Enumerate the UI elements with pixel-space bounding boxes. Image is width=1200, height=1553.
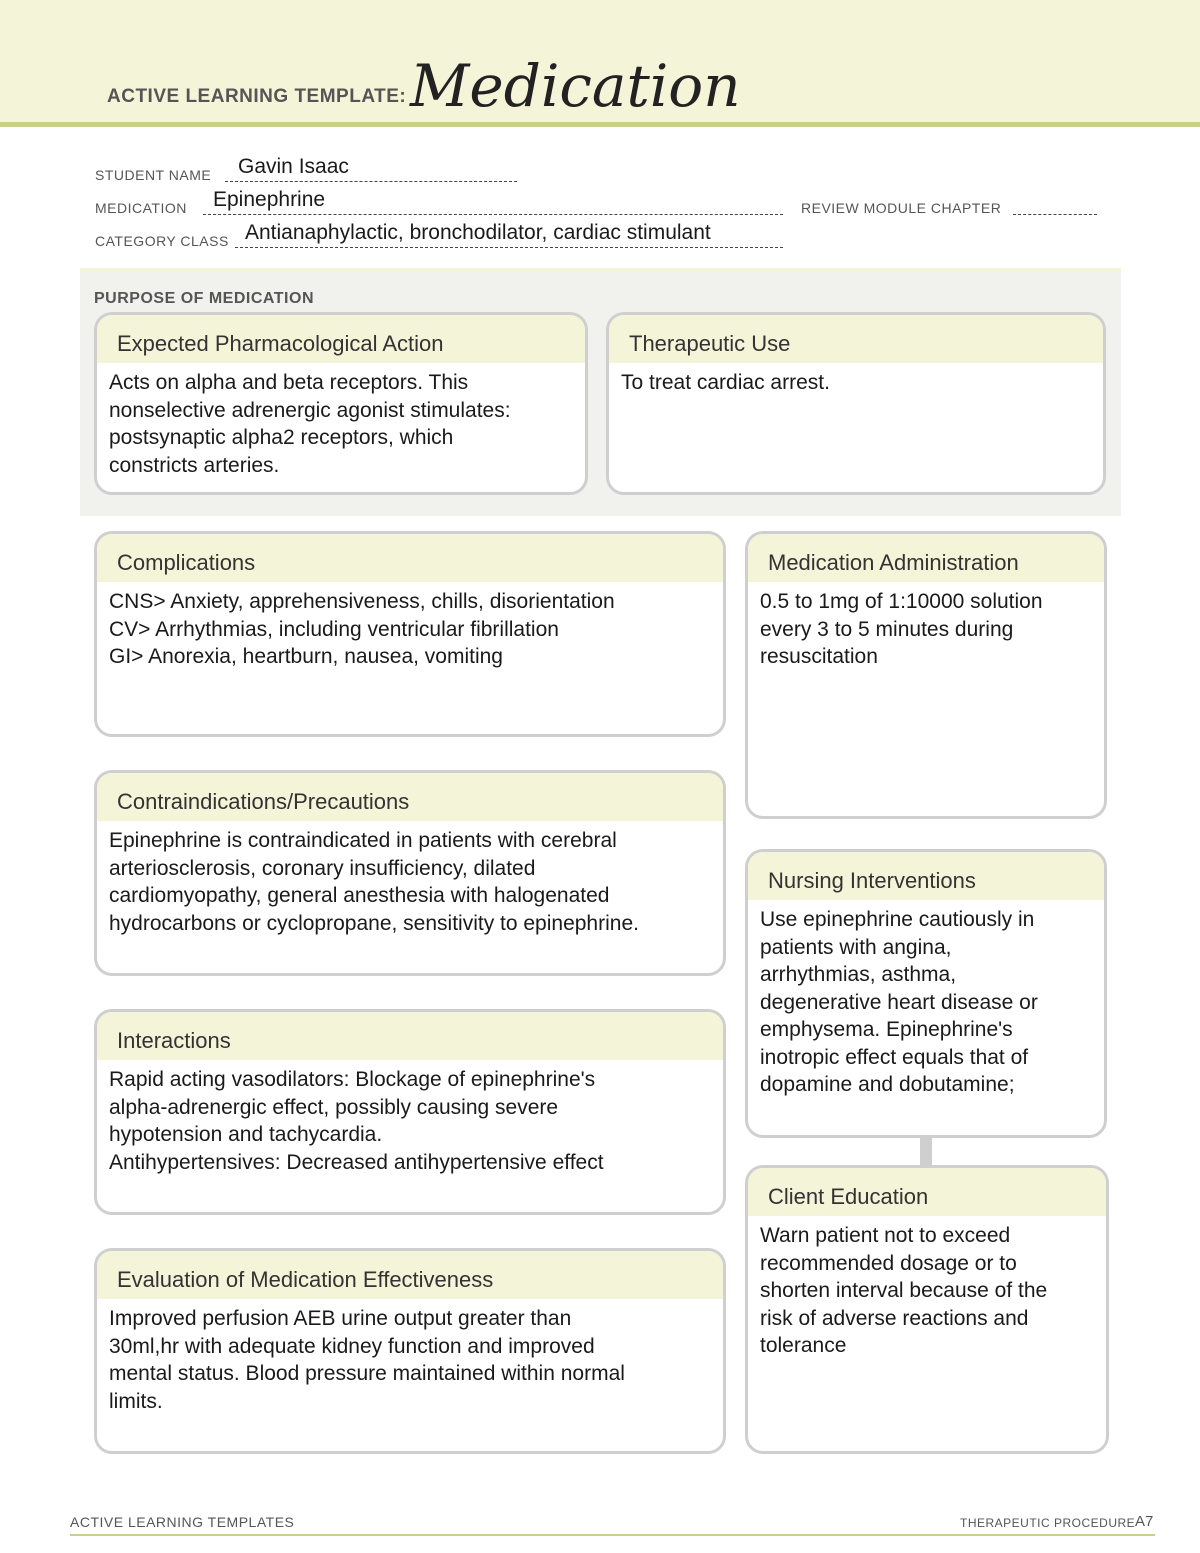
category-class-value: Antianaphylactic, bronchodilator, cardiac stimulant bbox=[245, 221, 711, 244]
footer-right-label: THERAPEUTIC PROCEDURE bbox=[960, 1516, 1136, 1530]
therapeutic-use-title: Therapeutic Use bbox=[609, 315, 1103, 365]
nursing-text[interactable]: Use epinephrine cautiously in patients with angina, arrhythmias, asthma, degenerative heart disease or emphysema. Epinephrine's inotropic effect equals that of dopamine and dobutamine; bbox=[760, 908, 1038, 1096]
medication-value: Epinephrine bbox=[213, 188, 326, 211]
medication-label: MEDICATION bbox=[95, 200, 187, 216]
review-module-label: REVIEW MODULE CHAPTER bbox=[801, 200, 1002, 216]
template-label: ACTIVE LEARNING TEMPLATE: bbox=[107, 86, 407, 107]
student-name-line bbox=[225, 181, 517, 182]
purpose-heading: PURPOSE OF MEDICATION bbox=[94, 290, 314, 307]
page-number: A7 bbox=[1135, 1513, 1154, 1530]
footer-divider bbox=[70, 1534, 1155, 1536]
student-name-label: STUDENT NAME bbox=[95, 167, 212, 183]
med-admin-title: Medication Administration bbox=[748, 534, 1104, 584]
med-admin-card bbox=[745, 531, 1107, 819]
student-name-field[interactable] bbox=[95, 155, 520, 186]
category-class-line bbox=[235, 247, 783, 248]
student-name-value: Gavin Isaac bbox=[238, 155, 349, 178]
therapeutic-use-text[interactable]: To treat cardiac arrest. bbox=[621, 371, 830, 394]
contraindications-title: Contraindications/Precautions bbox=[97, 773, 723, 823]
contraindications-text[interactable]: Epinephrine is contraindicated in patients with cerebral arteriosclerosis, coronary insufficiency, dilated cardiomyopathy, general anesthesia with halogenated hydrocarbons or cyclopropane, sensitivity to epinephrine. bbox=[109, 829, 639, 935]
expected-action-title: Expected Pharmacological Action bbox=[97, 315, 585, 365]
interactions-card bbox=[94, 1009, 726, 1215]
client-education-text[interactable]: Warn patient not to exceed recommended dosage or to shorten interval because of the risk of adverse reactions and tolerance bbox=[760, 1224, 1048, 1357]
contraindications-card bbox=[94, 770, 726, 976]
med-admin-text[interactable]: 0.5 to 1mg of 1:10000 solution every 3 to 5 minutes during resuscitation bbox=[760, 590, 1043, 668]
complications-title: Complications bbox=[97, 534, 723, 584]
complications-text[interactable]: CNS> Anxiety, apprehensiveness, chills, disorientation CV> Arrhythmias, including ventricular fibrillation GI> Anorexia, heartburn, nausea, vomiting bbox=[109, 590, 615, 668]
interactions-title: Interactions bbox=[97, 1012, 723, 1062]
client-education-title: Client Education bbox=[748, 1168, 1106, 1218]
medication-line bbox=[203, 214, 783, 215]
review-module-field[interactable] bbox=[801, 193, 1101, 219]
review-module-line bbox=[1013, 214, 1097, 215]
page-title: Medication bbox=[410, 52, 741, 120]
expected-action-card bbox=[94, 312, 588, 495]
evaluation-text[interactable]: Improved perfusion AEB urine output greater than 30ml,hr with adequate kidney function and improved mental status. Blood pressure maintained within normal limits. bbox=[109, 1307, 625, 1413]
interactions-text[interactable]: Rapid acting vasodilators: Blockage of epinephrine's alpha-adrenergic effect, possibly causing severe hypotension and tachycardia. Antihypertensives: Decreased antihypertensive effect bbox=[109, 1068, 604, 1174]
category-class-label: CATEGORY CLASS bbox=[95, 233, 229, 249]
nursing-title: Nursing Interventions bbox=[748, 852, 1104, 902]
evaluation-card bbox=[94, 1248, 726, 1454]
header-divider bbox=[0, 122, 1200, 127]
category-class-field[interactable] bbox=[95, 221, 785, 252]
evaluation-title: Evaluation of Medication Effectiveness bbox=[97, 1251, 723, 1301]
footer-left-label: ACTIVE LEARNING TEMPLATES bbox=[70, 1514, 295, 1530]
therapeutic-use-card bbox=[606, 312, 1106, 495]
column-connector bbox=[920, 1136, 932, 1166]
nursing-card bbox=[745, 849, 1107, 1138]
medication-field[interactable] bbox=[95, 188, 785, 219]
expected-action-text[interactable]: Acts on alpha and beta receptors. This nonselective adrenergic agonist stimulates: postsynaptic alpha2 receptors, which constricts arteries. bbox=[109, 371, 511, 477]
complications-card bbox=[94, 531, 726, 737]
client-education-card bbox=[745, 1165, 1109, 1454]
